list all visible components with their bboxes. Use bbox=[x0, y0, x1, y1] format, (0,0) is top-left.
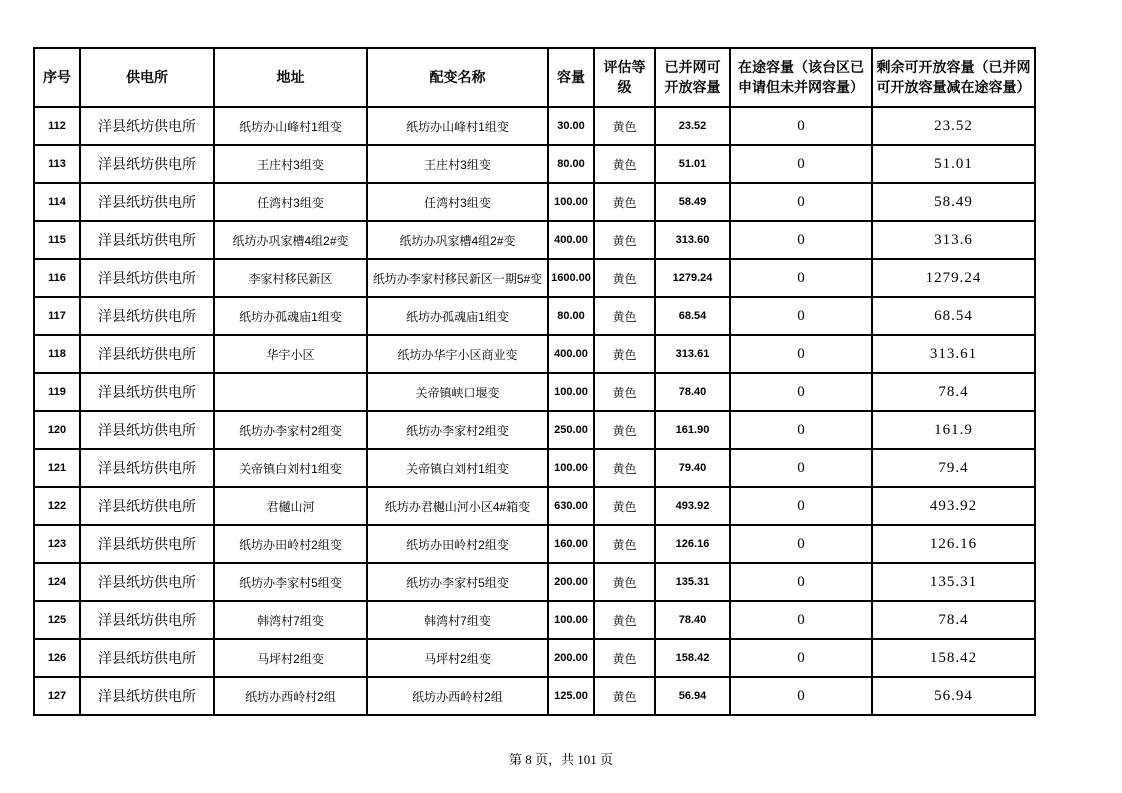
cell-in-transit-capacity: 0 bbox=[730, 563, 872, 601]
cell-rating: 黄色 bbox=[594, 449, 655, 487]
cell-grid-open-capacity: 68.54 bbox=[655, 297, 730, 335]
table-row bbox=[34, 183, 1035, 221]
cell-rating: 黄色 bbox=[594, 335, 655, 373]
cell-rating: 黄色 bbox=[594, 145, 655, 183]
cell-grid-open-capacity: 79.40 bbox=[655, 449, 730, 487]
cell-serial: 121 bbox=[34, 449, 80, 487]
cell-remaining-capacity: 313.61 bbox=[872, 335, 1035, 373]
cell-remaining-capacity: 78.4 bbox=[872, 373, 1035, 411]
cell-serial: 120 bbox=[34, 411, 80, 449]
cell-serial: 113 bbox=[34, 145, 80, 183]
cell-in-transit-capacity: 0 bbox=[730, 487, 872, 525]
cell-station: 洋县纸坊供电所 bbox=[80, 525, 214, 563]
cell-grid-open-capacity: 58.49 bbox=[655, 183, 730, 221]
table-row bbox=[34, 221, 1035, 259]
table-row bbox=[34, 259, 1035, 297]
cell-in-transit-capacity: 0 bbox=[730, 601, 872, 639]
table-row bbox=[34, 411, 1035, 449]
cell-grid-open-capacity: 161.90 bbox=[655, 411, 730, 449]
cell-serial: 127 bbox=[34, 677, 80, 715]
cell-rating: 黄色 bbox=[594, 411, 655, 449]
header-serial: 序号 bbox=[34, 48, 80, 107]
cell-transformer-name: 纸坊办君樾山河小区4#箱变 bbox=[367, 487, 548, 525]
cell-in-transit-capacity: 0 bbox=[730, 335, 872, 373]
cell-address: 君樾山河 bbox=[214, 487, 367, 525]
cell-station: 洋县纸坊供电所 bbox=[80, 221, 214, 259]
cell-in-transit-capacity: 0 bbox=[730, 297, 872, 335]
cell-station: 洋县纸坊供电所 bbox=[80, 297, 214, 335]
cell-address: 纸坊办孤魂庙1组变 bbox=[214, 297, 367, 335]
cell-station: 洋县纸坊供电所 bbox=[80, 373, 214, 411]
cell-transformer-name: 纸坊办华宇小区商业变 bbox=[367, 335, 548, 373]
header-capacity: 容量 bbox=[548, 48, 594, 107]
cell-capacity: 125.00 bbox=[548, 677, 594, 715]
cell-remaining-capacity: 79.4 bbox=[872, 449, 1035, 487]
cell-station: 洋县纸坊供电所 bbox=[80, 487, 214, 525]
cell-transformer-name: 纸坊办巩家槽4组2#变 bbox=[367, 221, 548, 259]
table-row bbox=[34, 335, 1035, 373]
cell-address: 王庄村3组变 bbox=[214, 145, 367, 183]
cell-transformer-name: 关帝镇白刘村1组变 bbox=[367, 449, 548, 487]
cell-address: 关帝镇白刘村1组变 bbox=[214, 449, 367, 487]
cell-in-transit-capacity: 0 bbox=[730, 525, 872, 563]
cell-rating: 黄色 bbox=[594, 259, 655, 297]
cell-remaining-capacity: 23.52 bbox=[872, 107, 1035, 145]
cell-in-transit-capacity: 0 bbox=[730, 677, 872, 715]
cell-capacity: 400.00 bbox=[548, 221, 594, 259]
cell-grid-open-capacity: 78.40 bbox=[655, 601, 730, 639]
cell-remaining-capacity: 1279.24 bbox=[872, 259, 1035, 297]
cell-serial: 123 bbox=[34, 525, 80, 563]
cell-address: 华宇小区 bbox=[214, 335, 367, 373]
cell-rating: 黄色 bbox=[594, 677, 655, 715]
header-transformer-name: 配变名称 bbox=[367, 48, 548, 107]
cell-serial: 115 bbox=[34, 221, 80, 259]
cell-rating: 黄色 bbox=[594, 297, 655, 335]
cell-capacity: 200.00 bbox=[548, 639, 594, 677]
cell-station: 洋县纸坊供电所 bbox=[80, 677, 214, 715]
cell-address: 纸坊办李家村5组变 bbox=[214, 563, 367, 601]
cell-rating: 黄色 bbox=[594, 183, 655, 221]
cell-address: 韩湾村7组变 bbox=[214, 601, 367, 639]
table-row bbox=[34, 525, 1035, 563]
cell-rating: 黄色 bbox=[594, 601, 655, 639]
cell-capacity: 100.00 bbox=[548, 449, 594, 487]
cell-capacity: 400.00 bbox=[548, 335, 594, 373]
cell-transformer-name: 关帝镇峡口堰变 bbox=[367, 373, 548, 411]
cell-rating: 黄色 bbox=[594, 107, 655, 145]
cell-grid-open-capacity: 56.94 bbox=[655, 677, 730, 715]
cell-serial: 116 bbox=[34, 259, 80, 297]
cell-in-transit-capacity: 0 bbox=[730, 639, 872, 677]
cell-transformer-name: 纸坊办李家村移民新区一期5#变 bbox=[367, 259, 548, 297]
cell-station: 洋县纸坊供电所 bbox=[80, 449, 214, 487]
cell-capacity: 250.00 bbox=[548, 411, 594, 449]
cell-station: 洋县纸坊供电所 bbox=[80, 601, 214, 639]
cell-in-transit-capacity: 0 bbox=[730, 145, 872, 183]
table-row bbox=[34, 373, 1035, 411]
cell-station: 洋县纸坊供电所 bbox=[80, 411, 214, 449]
cell-serial: 126 bbox=[34, 639, 80, 677]
header-address: 地址 bbox=[214, 48, 367, 107]
cell-address: 纸坊办西岭村2组 bbox=[214, 677, 367, 715]
cell-remaining-capacity: 158.42 bbox=[872, 639, 1035, 677]
cell-capacity: 630.00 bbox=[548, 487, 594, 525]
cell-remaining-capacity: 68.54 bbox=[872, 297, 1035, 335]
cell-in-transit-capacity: 0 bbox=[730, 449, 872, 487]
cell-rating: 黄色 bbox=[594, 487, 655, 525]
cell-capacity: 100.00 bbox=[548, 183, 594, 221]
cell-in-transit-capacity: 0 bbox=[730, 411, 872, 449]
cell-station: 洋县纸坊供电所 bbox=[80, 639, 214, 677]
header-station: 供电所 bbox=[80, 48, 214, 107]
cell-station: 洋县纸坊供电所 bbox=[80, 335, 214, 373]
cell-remaining-capacity: 313.6 bbox=[872, 221, 1035, 259]
cell-transformer-name: 纸坊办田岭村2组变 bbox=[367, 525, 548, 563]
cell-grid-open-capacity: 23.52 bbox=[655, 107, 730, 145]
cell-station: 洋县纸坊供电所 bbox=[80, 145, 214, 183]
cell-transformer-name: 任湾村3组变 bbox=[367, 183, 548, 221]
table-row bbox=[34, 107, 1035, 145]
table-row bbox=[34, 601, 1035, 639]
cell-capacity: 100.00 bbox=[548, 373, 594, 411]
cell-transformer-name: 纸坊办山峰村1组变 bbox=[367, 107, 548, 145]
cell-rating: 黄色 bbox=[594, 373, 655, 411]
cell-remaining-capacity: 56.94 bbox=[872, 677, 1035, 715]
cell-grid-open-capacity: 313.61 bbox=[655, 335, 730, 373]
cell-remaining-capacity: 51.01 bbox=[872, 145, 1035, 183]
table-row bbox=[34, 297, 1035, 335]
page-number-footer: 第 8 页，共 101 页 bbox=[508, 752, 613, 767]
cell-rating: 黄色 bbox=[594, 221, 655, 259]
cell-capacity: 100.00 bbox=[548, 601, 594, 639]
cell-in-transit-capacity: 0 bbox=[730, 107, 872, 145]
table-row bbox=[34, 449, 1035, 487]
cell-address: 纸坊办巩家槽4组2#变 bbox=[214, 221, 367, 259]
table-header-row bbox=[34, 48, 1035, 107]
cell-rating: 黄色 bbox=[594, 563, 655, 601]
cell-address: 纸坊办李家村2组变 bbox=[214, 411, 367, 449]
cell-grid-open-capacity: 78.40 bbox=[655, 373, 730, 411]
cell-transformer-name: 王庄村3组变 bbox=[367, 145, 548, 183]
cell-grid-open-capacity: 51.01 bbox=[655, 145, 730, 183]
cell-in-transit-capacity: 0 bbox=[730, 259, 872, 297]
cell-grid-open-capacity: 1279.24 bbox=[655, 259, 730, 297]
cell-address: 纸坊办山峰村1组变 bbox=[214, 107, 367, 145]
header-rating: 评估等级 bbox=[594, 48, 655, 107]
cell-transformer-name: 纸坊办孤魂庙1组变 bbox=[367, 297, 548, 335]
cell-serial: 117 bbox=[34, 297, 80, 335]
cell-station: 洋县纸坊供电所 bbox=[80, 563, 214, 601]
cell-in-transit-capacity: 0 bbox=[730, 183, 872, 221]
header-grid-open-capacity: 已并网可开放容量 bbox=[655, 48, 730, 107]
cell-remaining-capacity: 58.49 bbox=[872, 183, 1035, 221]
cell-serial: 118 bbox=[34, 335, 80, 373]
cell-grid-open-capacity: 135.31 bbox=[655, 563, 730, 601]
cell-serial: 125 bbox=[34, 601, 80, 639]
cell-grid-open-capacity: 126.16 bbox=[655, 525, 730, 563]
cell-transformer-name: 韩湾村7组变 bbox=[367, 601, 548, 639]
cell-serial: 114 bbox=[34, 183, 80, 221]
table-row bbox=[34, 487, 1035, 525]
cell-station: 洋县纸坊供电所 bbox=[80, 259, 214, 297]
cell-address: 李家村移民新区 bbox=[214, 259, 367, 297]
cell-station: 洋县纸坊供电所 bbox=[80, 183, 214, 221]
cell-grid-open-capacity: 493.92 bbox=[655, 487, 730, 525]
cell-serial: 119 bbox=[34, 373, 80, 411]
cell-transformer-name: 马坪村2组变 bbox=[367, 639, 548, 677]
header-remaining-capacity: 剩余可开放容量（已并网可开放容量减在途容量） bbox=[872, 48, 1035, 107]
capacity-table bbox=[33, 47, 1036, 716]
cell-address: 马坪村2组变 bbox=[214, 639, 367, 677]
cell-address: 任湾村3组变 bbox=[214, 183, 367, 221]
cell-in-transit-capacity: 0 bbox=[730, 373, 872, 411]
header-in-transit-capacity: 在途容量（该台区已申请但未并网容量） bbox=[730, 48, 872, 107]
cell-address bbox=[214, 373, 367, 411]
cell-serial: 124 bbox=[34, 563, 80, 601]
cell-capacity: 200.00 bbox=[548, 563, 594, 601]
cell-remaining-capacity: 135.31 bbox=[872, 563, 1035, 601]
cell-remaining-capacity: 493.92 bbox=[872, 487, 1035, 525]
cell-rating: 黄色 bbox=[594, 639, 655, 677]
table-row bbox=[34, 639, 1035, 677]
cell-capacity: 80.00 bbox=[548, 297, 594, 335]
cell-rating: 黄色 bbox=[594, 525, 655, 563]
cell-capacity: 1600.00 bbox=[548, 259, 594, 297]
table-row bbox=[34, 145, 1035, 183]
cell-transformer-name: 纸坊办西岭村2组 bbox=[367, 677, 548, 715]
cell-capacity: 160.00 bbox=[548, 525, 594, 563]
cell-transformer-name: 纸坊办李家村5组变 bbox=[367, 563, 548, 601]
cell-in-transit-capacity: 0 bbox=[730, 221, 872, 259]
cell-serial: 122 bbox=[34, 487, 80, 525]
cell-remaining-capacity: 126.16 bbox=[872, 525, 1035, 563]
cell-grid-open-capacity: 158.42 bbox=[655, 639, 730, 677]
cell-remaining-capacity: 78.4 bbox=[872, 601, 1035, 639]
cell-address: 纸坊办田岭村2组变 bbox=[214, 525, 367, 563]
cell-station: 洋县纸坊供电所 bbox=[80, 107, 214, 145]
cell-capacity: 30.00 bbox=[548, 107, 594, 145]
cell-remaining-capacity: 161.9 bbox=[872, 411, 1035, 449]
cell-capacity: 80.00 bbox=[548, 145, 594, 183]
cell-transformer-name: 纸坊办李家村2组变 bbox=[367, 411, 548, 449]
table-row bbox=[34, 563, 1035, 601]
cell-grid-open-capacity: 313.60 bbox=[655, 221, 730, 259]
cell-serial: 112 bbox=[34, 107, 80, 145]
table-row bbox=[34, 677, 1035, 715]
